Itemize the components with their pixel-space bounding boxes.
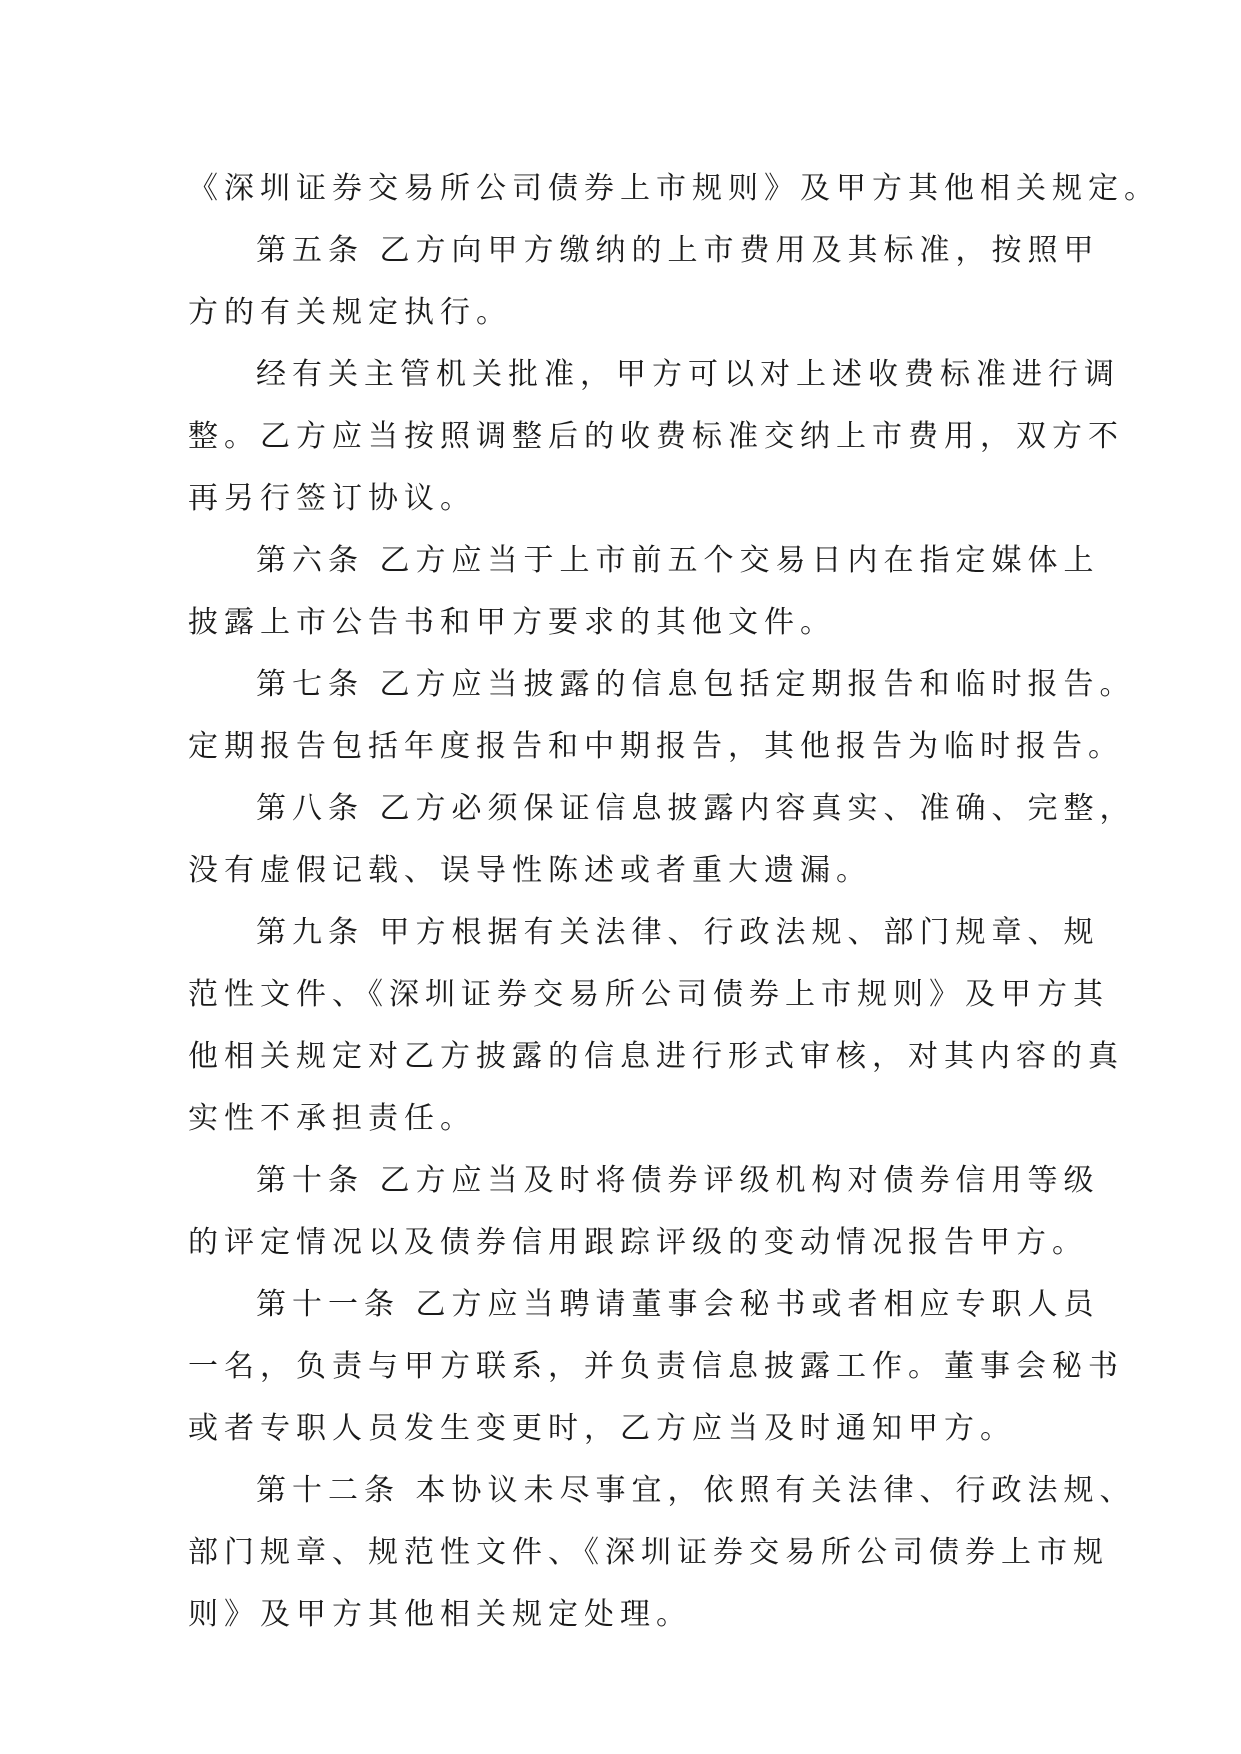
text-line: 部门规章、规范性文件、《深圳证券交易所公司债券上市规 xyxy=(188,1535,1109,1570)
paragraph-start-line: 经有关主管机关批准，甲方可以对上述收费标准进行调 xyxy=(256,357,1120,392)
text-line: 整。乙方应当按照调整后的收费标准交纳上市费用，双方不 xyxy=(188,419,1124,454)
article-10-heading-line: 第十条 乙方应当及时将债券评级机构对债券信用等级 xyxy=(256,1163,1100,1198)
text-line: 定期报告包括年度报告和中期报告，其他报告为临时报告。 xyxy=(188,729,1124,764)
text-line: 或者专职人员发生变更时，乙方应当及时通知甲方。 xyxy=(188,1411,1016,1446)
article-8-heading-line: 第八条 乙方必须保证信息披露内容真实、准确、完整， xyxy=(256,791,1136,826)
text-line: 则》及甲方其他相关规定处理。 xyxy=(188,1597,692,1632)
article-12-heading-line: 第十二条 本协议未尽事宜，依照有关法律、行政法规、 xyxy=(256,1473,1136,1508)
text-line: 实性不承担责任。 xyxy=(188,1101,476,1136)
text-line: 披露上市公告书和甲方要求的其他文件。 xyxy=(188,605,836,640)
text-line: 再另行签订协议。 xyxy=(188,481,476,516)
article-5-heading-line: 第五条 乙方向甲方缴纳的上市费用及其标准，按照甲 xyxy=(256,233,1100,268)
article-9-heading-line: 第九条 甲方根据有关法律、行政法规、部门规章、规 xyxy=(256,915,1100,950)
text-line: 一名，负责与甲方联系，并负责信息披露工作。董事会秘书 xyxy=(188,1349,1124,1384)
document-body xyxy=(188,158,1160,1646)
article-7-heading-line: 第七条 乙方应当披露的信息包括定期报告和临时报告。 xyxy=(256,667,1136,702)
text-line: 方的有关规定执行。 xyxy=(188,295,512,330)
text-line: 的评定情况以及债券信用跟踪评级的变动情况报告甲方。 xyxy=(188,1225,1088,1260)
text-line: 《深圳证券交易所公司债券上市规则》及甲方其他相关规定。 xyxy=(188,171,1160,206)
text-line: 他相关规定对乙方披露的信息进行形式审核，对其内容的真 xyxy=(188,1039,1124,1074)
text-line: 没有虚假记载、误导性陈述或者重大遗漏。 xyxy=(188,853,872,888)
article-6-heading-line: 第六条 乙方应当于上市前五个交易日内在指定媒体上 xyxy=(256,543,1100,578)
article-11-heading-line: 第十一条 乙方应当聘请董事会秘书或者相应专职人员 xyxy=(256,1287,1100,1322)
text-line: 范性文件、《深圳证券交易所公司债券上市规则》及甲方其 xyxy=(188,977,1109,1012)
